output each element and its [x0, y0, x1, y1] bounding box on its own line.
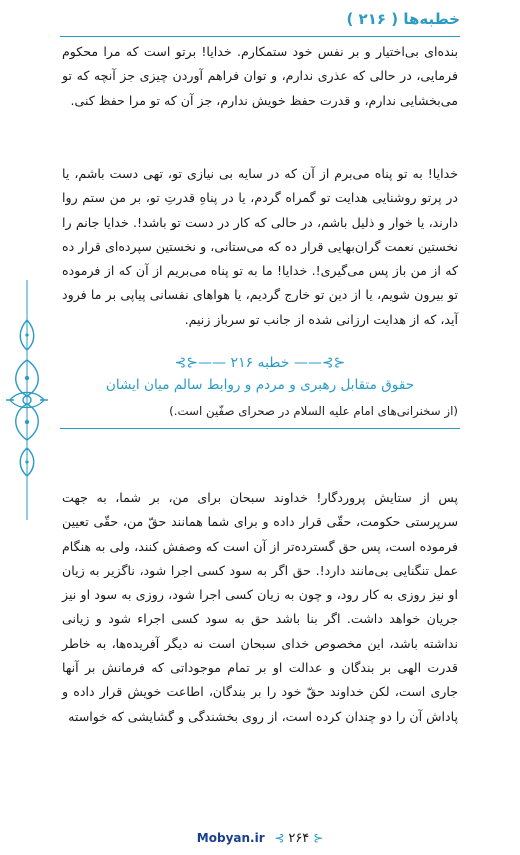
- source-rule: [60, 428, 460, 429]
- sermon-heading-text: خطبه ۲۱۶: [230, 355, 290, 371]
- sermon-source: (از سخنرانی‌های امام علیه السلام در صحرای صفّین است.): [169, 404, 458, 418]
- ornament-right-icon: ——⊰⊱: [174, 355, 227, 371]
- paragraph-2: خدایا! به تو پناه می‌برم از آن که در سایه بی نیازی تو، تهی دست باشم، یا در پرتو روشنایی هدایت تو گمراه گردم، یا در پناهِ قدرتِ تو، بر من ستم روا دارند، یا خوار و ذلیل باشم، در حالی که کار در دست تو باشد!. خدایا جانم را نخستین نعمت گران‌بهایی قرار ده که می‌ستانی، و نخستین سپرده‌ای قرار ده که از من باز پس می‌گیری!. خدایا! ما به تو پناه می‌بریم از آن که از فرموده تو بیرون شویم، یا از دین تو خارج گردیم، یا هواهای نفسانی پیاپی بر ما فرود آید، که از هدایت ارزانی شده از جانب تو سرباز زنیم.: [62, 166, 458, 327]
- page-number: ۲۶۴: [288, 831, 310, 846]
- paragraph-1: بنده‌ای بی‌اختیار و بر نفس خود ستمکارم. خدایا! برتو است که مرا محکوم فرمایی، در حالی که عذری ندارم، و توان فراهم آوردن چیزی جز آنچه که تو می‌بخشایی ندارم، و قدرت حفظ خویش ندارم، جز آن که تو مرا حفظ کنی.: [62, 44, 458, 108]
- sermon-title: حقوق متقابل رهبری و مردم و روابط سالم میان ایشان: [105, 377, 415, 393]
- page-footer: [0, 827, 520, 849]
- site-link[interactable]: Mobyan.ir: [196, 831, 265, 845]
- running-title: خطبه‌ها ( ۲۱۶ ): [346, 10, 460, 28]
- footer-ornament-right-icon: ⊱: [313, 831, 324, 845]
- paragraph-3: پس از ستایش پروردگار! خداوند سبحان برای من، بر شما، به جهت سرپرستی حکومت، حقّی قرار داده و برای شما همانند حقّ من، حقّی تعیین فرموده است، پس حق گسترده‌تر از آن است که وصفش کنند، ولی به هنگام عمل تنگنایی بی‌مانند دارد!. حق اگر به سود کسی اجرا شود، ناگزیر به زیان او نیز روزی به کار رود، و چون به زیان کسی اجرا شود، روزی به سود او نیز جریان خواهد داشت. اگر بنا باشد حق به سود کسی اجراء شود و زیانی نداشته باشد، این مخصوص خدای سبحان است نه دیگر آفریده‌ها، به خاطر قدرت الهی بر بندگان و عدالت او بر تمام موجوداتی که فرمانش بر آنها جاری است، لکن خداوند حقّ خود را بر بندگان، اطاعت خویش قرار داده و پاداش آن را دو چندان کرده است، از روی بخشندگی و گشایشی که خواسته: [62, 490, 458, 724]
- sermon-heading: [62, 352, 458, 374]
- footer-ornament-left-icon: ⊰: [274, 831, 285, 845]
- ornament-left-icon: ⊰⊱——: [293, 355, 346, 371]
- header-rule: [60, 36, 460, 37]
- margin-ornament-icon: [4, 280, 50, 520]
